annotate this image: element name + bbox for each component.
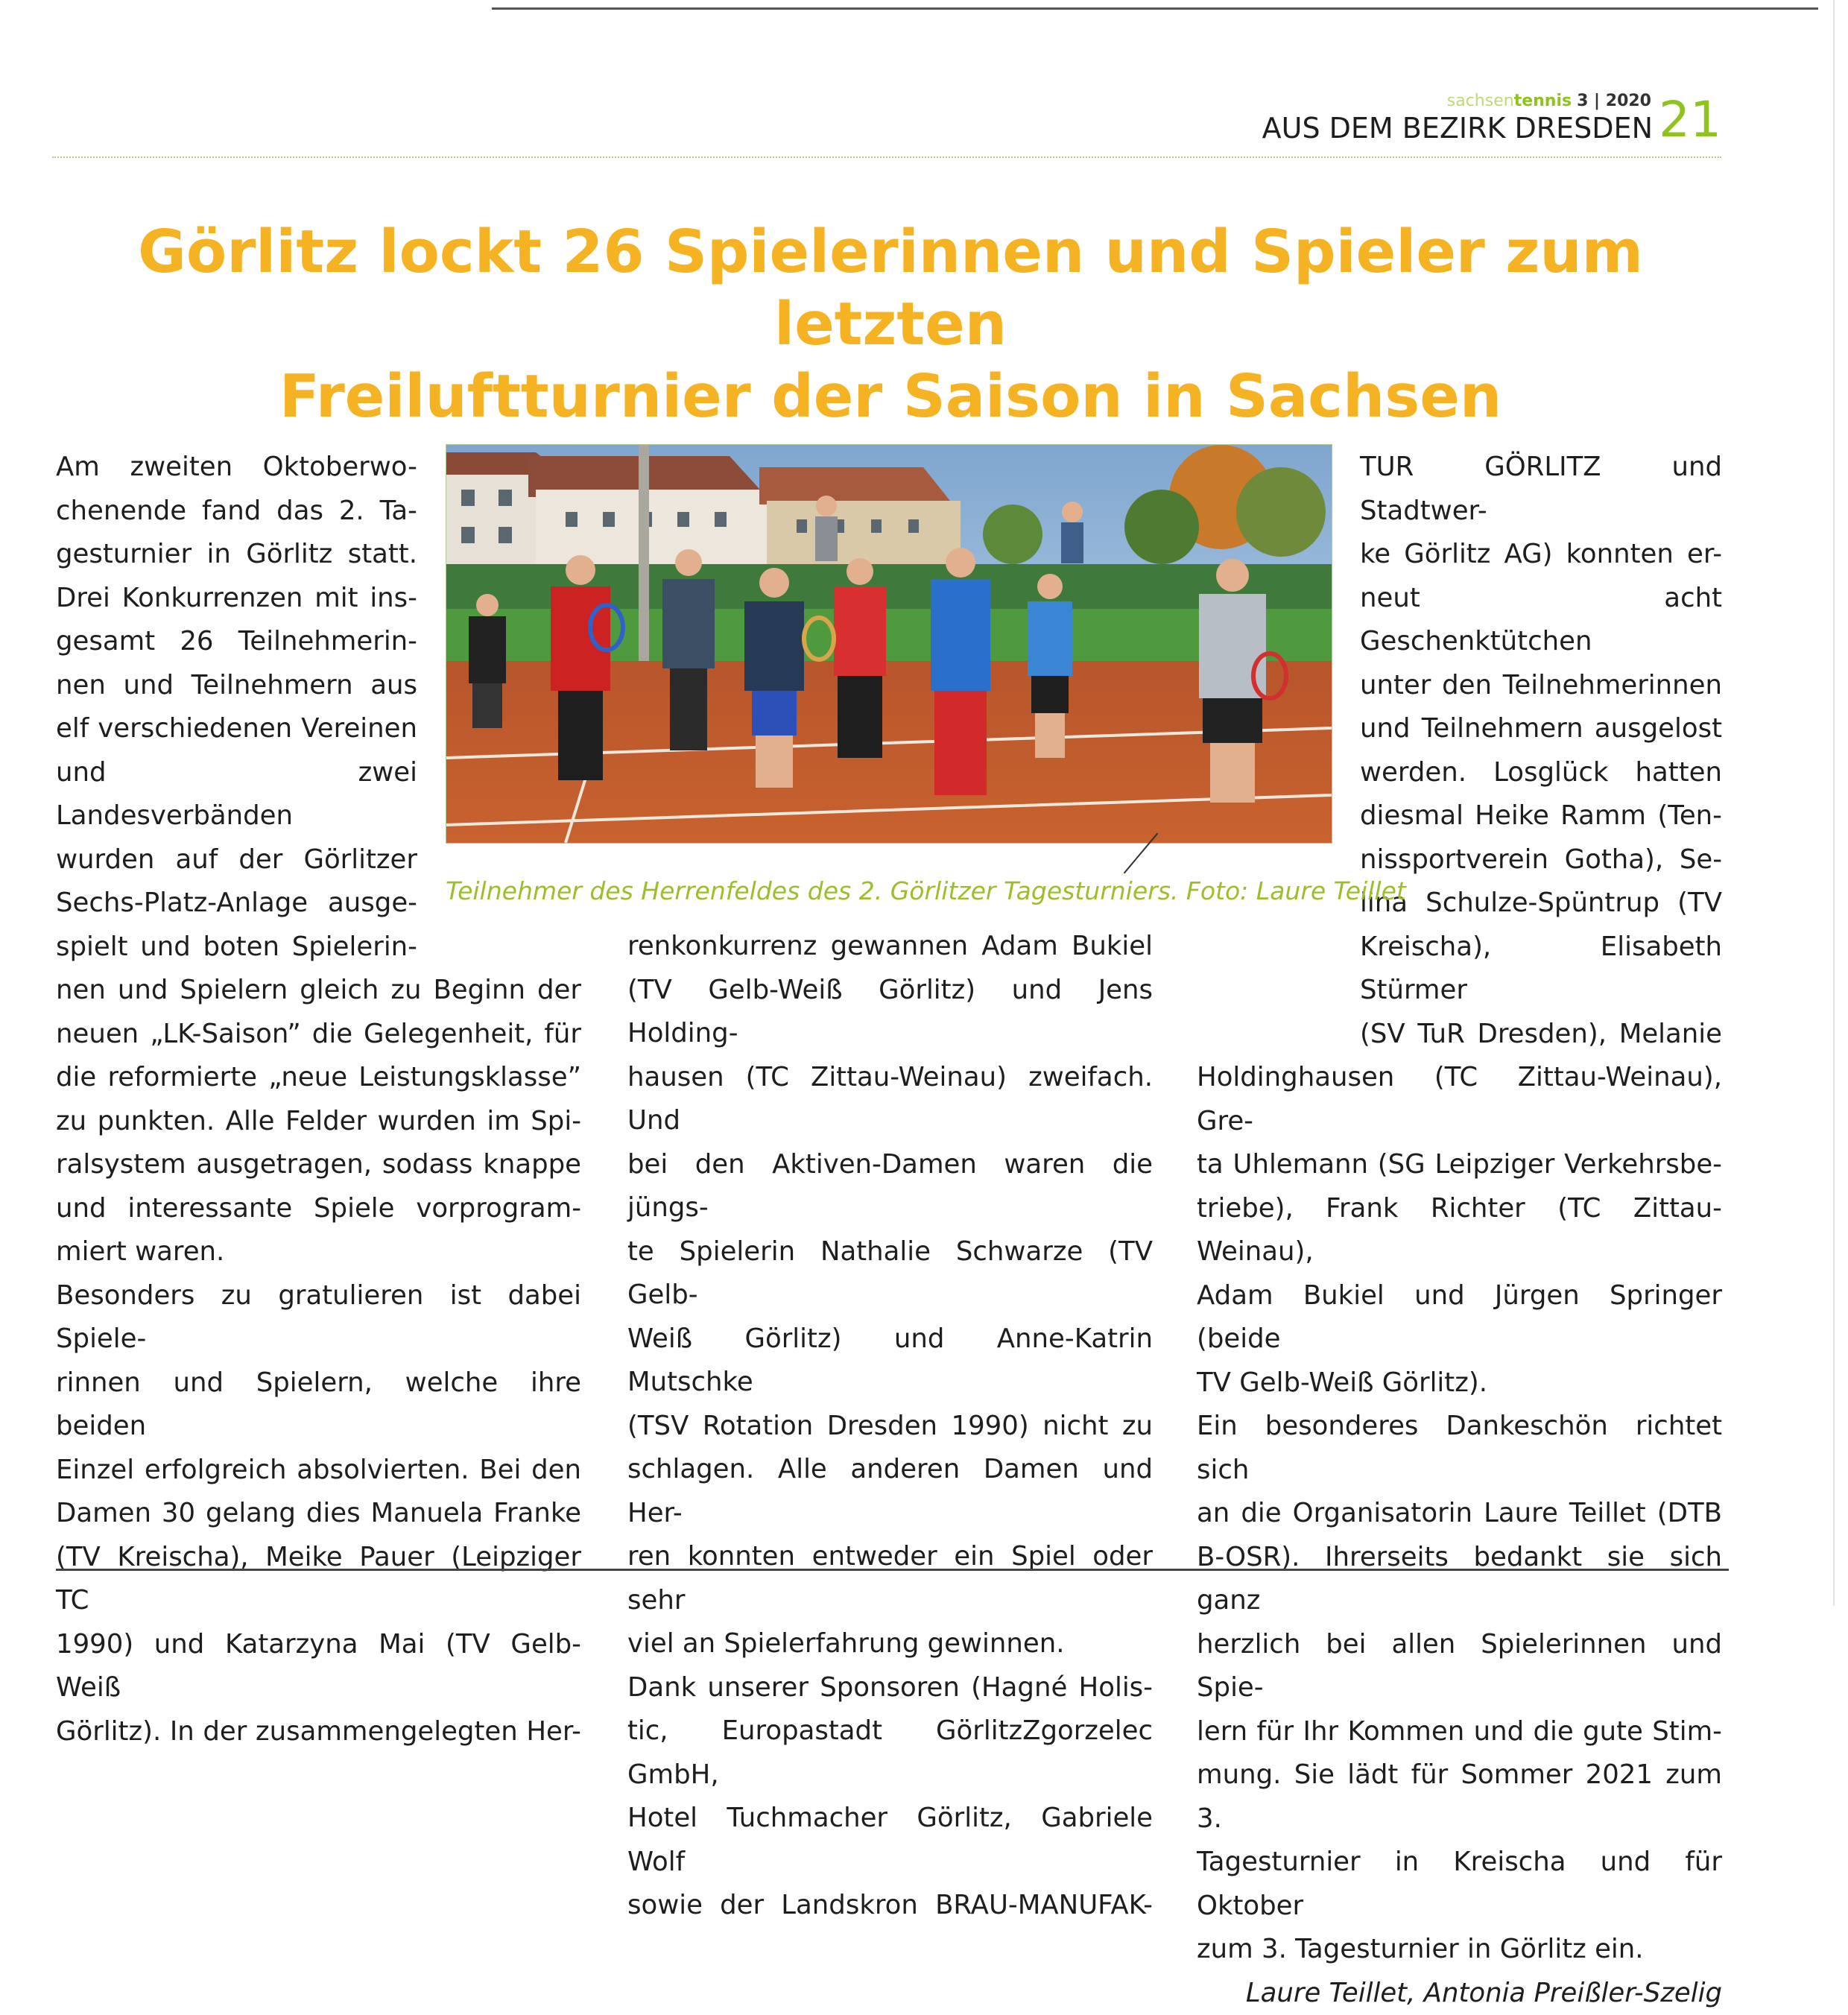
text-line: diesmal Heike Ramm (Ten-: [1360, 794, 1722, 838]
text-line: gesamt 26 Teilnehmerin-: [56, 620, 417, 664]
text-line: neuen „LK-Saison” die Gelegenheit, für: [56, 1013, 581, 1057]
text-line: und Teilnehmern ausgelost: [1360, 707, 1722, 751]
text-line: B-OSR). Ihrerseits bedankt sie sich ganz: [1197, 1536, 1722, 1623]
text-line: Drei Konkurrenzen mit ins-: [56, 577, 417, 621]
text-line: schlagen. Alle anderen Damen und Her-: [627, 1448, 1153, 1535]
headline: [60, 216, 1721, 433]
magazine-name-prefix: sachsen: [1447, 92, 1514, 110]
issue-number: 3 | 2020: [1577, 92, 1651, 110]
text-line: ta Uhlemann (SG Leipziger Verkehrsbe-: [1197, 1143, 1722, 1187]
text-line: viel an Spielerfahrung gewinnen.: [627, 1622, 1153, 1666]
tournament-photo: [446, 444, 1332, 844]
text-line: Tagesturnier in Kreischa und für Oktober: [1197, 1841, 1722, 1928]
text-line: (TV Gelb-Weiß Görlitz) und Jens Holding-: [627, 969, 1153, 1056]
text-line: Ein besonderes Dankeschön richtet sich: [1197, 1405, 1722, 1492]
text-line: Dank unserer Sponsoren (Hagné Holis-: [627, 1666, 1153, 1710]
text-line: Einzel erfolgreich absolvierten. Bei den: [56, 1449, 581, 1493]
header-rule: [52, 156, 1721, 158]
text-line: gesturnier in Görlitz statt.: [56, 533, 417, 577]
text-line: Adam Bukiel und Jürgen Springer (beide: [1197, 1274, 1722, 1361]
text-line: an die Organisatorin Laure Teillet (DTB: [1197, 1492, 1722, 1536]
text-line: rinnen und Spielern, welche ihre beiden: [56, 1361, 581, 1449]
text-line: nen und Teilnehmern aus: [56, 664, 417, 708]
text-line: (TSV Rotation Dresden 1990) nicht zu: [627, 1405, 1153, 1449]
column-2: [627, 925, 1153, 1928]
text-line: neut acht Geschenktütchen: [1360, 577, 1722, 664]
text-line: Hotel Tuchmacher Görlitz, Gabriele Wolf: [627, 1797, 1153, 1884]
text-line: sowie der Landskron BRAU-MANUFAK-: [627, 1884, 1153, 1928]
text-line: Damen 30 gelang dies Manuela Franke: [56, 1492, 581, 1536]
text-line: ralsystem ausgetragen, sodass knappe: [56, 1143, 581, 1187]
page-number: 21: [1659, 95, 1721, 145]
text-line: te Spielerin Nathalie Schwarze (TV Gelb-: [627, 1230, 1153, 1318]
text-line: bei den Aktiven-Damen waren die jüngs-: [627, 1143, 1153, 1230]
text-line: 1990) und Katarzyna Mai (TV Gelb-Weiß: [56, 1623, 581, 1710]
text-line: lina Schulze-Spüntrup (TV: [1360, 882, 1722, 926]
text-line: (SV TuR Dresden), Melanie: [1360, 1013, 1722, 1057]
text-line: und interessante Spiele vorprogram-: [56, 1187, 581, 1231]
section-title: AUS DEM BEZIRK DRESDEN: [1118, 112, 1653, 145]
text-line: miert waren.: [56, 1230, 581, 1274]
scan-edge: [1833, 0, 1835, 1606]
text-line: TUR GÖRLITZ und Stadtwer-: [1360, 446, 1722, 533]
text-line: ke Görlitz AG) konnten er-: [1360, 533, 1722, 577]
text-line: Holdinghausen (TC Zittau-Weinau), Gre-: [1197, 1056, 1722, 1143]
text-line: Besonders zu gratulieren ist dabei Spiele-: [56, 1274, 581, 1361]
text-line: Kreischa), Elisabeth Stürmer: [1360, 926, 1722, 1013]
text-line: zum 3. Tagesturnier in Görlitz ein.: [1197, 1928, 1722, 1972]
text-line: renkonkurrenz gewannen Adam Bukiel: [627, 925, 1153, 969]
text-line: mung. Sie lädt für Sommer 2021 zum 3.: [1197, 1753, 1722, 1841]
text-line: nen und Spielern gleich zu Beginn der: [56, 969, 581, 1013]
magazine-issue: [1447, 92, 1651, 110]
text-line: Weiß Görlitz) und Anne-Katrin Mutschke: [627, 1318, 1153, 1405]
text-line: chenende fand das 2. Ta-: [56, 490, 417, 534]
text-line: (TV Kreischa), Meike Pauer (Leipziger TC: [56, 1536, 581, 1623]
text-line: Am zweiten Oktoberwo-: [56, 446, 417, 490]
text-line: triebe), Frank Richter (TC Zittau-Weinau),: [1197, 1187, 1722, 1274]
text-line: lern für Ihr Kommen und die gute Stim-: [1197, 1710, 1722, 1754]
text-line: Görlitz). In der zusammengelegten Her-: [56, 1710, 581, 1754]
magazine-name: tennis: [1514, 92, 1572, 110]
author-credit: Laure Teillet, Antonia Preißler-Szelig: [1197, 1972, 1722, 2015]
text-line: wurden auf der Görlitzer: [56, 838, 417, 882]
text-line: und zwei Landesverbänden: [56, 751, 417, 838]
text-line: zu punkten. Alle Felder wurden im Spi-: [56, 1100, 581, 1144]
headline-line-1: Görlitz lockt 26 Spielerinnen und Spieler zum letzten: [138, 218, 1643, 358]
text-line: elf verschiedenen Vereinen: [56, 707, 417, 751]
text-line: Sechs-Platz-Anlage ausge-: [56, 882, 417, 926]
text-line: nissportverein Gotha), Se-: [1360, 838, 1722, 882]
headline-line-2: Freiluftturnier der Saison in Sachsen: [279, 362, 1502, 431]
text-line: hausen (TC Zittau-Weinau) zweifach. Und: [627, 1056, 1153, 1143]
text-line: herzlich bei allen Spielerinnen und Spie-: [1197, 1623, 1722, 1710]
text-line: werden. Losglück hatten: [1360, 751, 1722, 795]
photo-caption: Teilnehmer des Herrenfeldes des 2. Görlitzer Tagesturniers. Foto: Laure Teillet: [446, 876, 1331, 905]
text-line: unter den Teilnehmerinnen: [1360, 664, 1722, 708]
top-rule: [492, 7, 1818, 10]
text-line: ren konnten entweder ein Spiel oder sehr: [627, 1535, 1153, 1622]
text-line: tic, Europastadt GörlitzZgorzelec GmbH,: [627, 1709, 1153, 1797]
text-line: TV Gelb-Weiß Görlitz).: [1197, 1361, 1722, 1405]
bottom-rule: [56, 1569, 1729, 1571]
text-line: spielt und boten Spielerin-: [56, 926, 417, 969]
text-line: die reformierte „neue Leistungsklasse”: [56, 1056, 581, 1100]
